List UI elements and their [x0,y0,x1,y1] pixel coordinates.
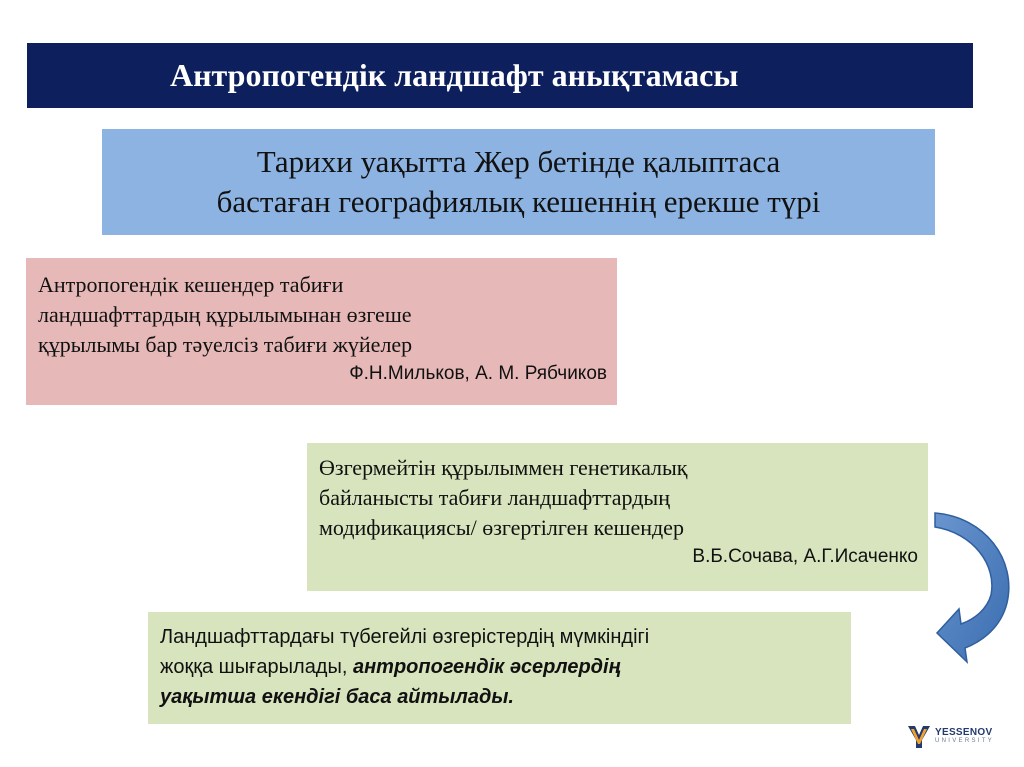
box3-line-2 [160,652,841,682]
box3-line-1: Ландшафттардағы түбегейлі өзгерістердің мүмкіндігі [160,626,650,648]
box3-line-2-emphasis: антропогендік әсерлердің [352,656,621,678]
box3-line-3: уақытша екендігі баса айтылады. [160,686,514,708]
definition-box [102,129,935,235]
definition-line-1: Тарихи уақытта Жер бетінде қалыптаса [256,144,781,179]
logo-name: YESSENOV [935,727,993,738]
box1-line-3: құрылымы бар тәуелсіз табиғи жүйелер [38,332,413,357]
box2-line-3: модификациясы/ өзгертілген кешендер [319,515,684,540]
curved-arrow-icon [925,505,1020,665]
box2-line-1: Өзгермейтін құрылыммен генетикалық [319,455,688,480]
box1-line-1: Антропогендік кешендер табиғи [38,272,344,297]
definition-emphasis-box [148,612,851,724]
logo-sub: UNIVERSITY [935,738,995,744]
box2-author: В.Б.Сочава, А.Г.Исаченко [692,546,918,567]
yessenov-logo-icon [906,722,932,750]
box2-line-2: байланысты табиғи ландшафттардың [319,485,670,510]
definition-sochava-box [307,443,928,591]
university-logo [906,718,1011,754]
box3-line-2-plain: жоққа шығарылады, [160,656,353,678]
definition-line-2: бастаған географиялық кешеннің ерекше түрі [216,184,821,219]
box1-author: Ф.Н.Мильков, А. М. Рябчиков [349,363,607,384]
slide-title [27,43,973,108]
slide-title-text: Антропогендік ландшафт анықтамасы [170,57,739,93]
box1-line-2: ландшафттардың құрылымынан өзгеше [38,302,412,327]
definition-milkov-box [26,258,617,405]
